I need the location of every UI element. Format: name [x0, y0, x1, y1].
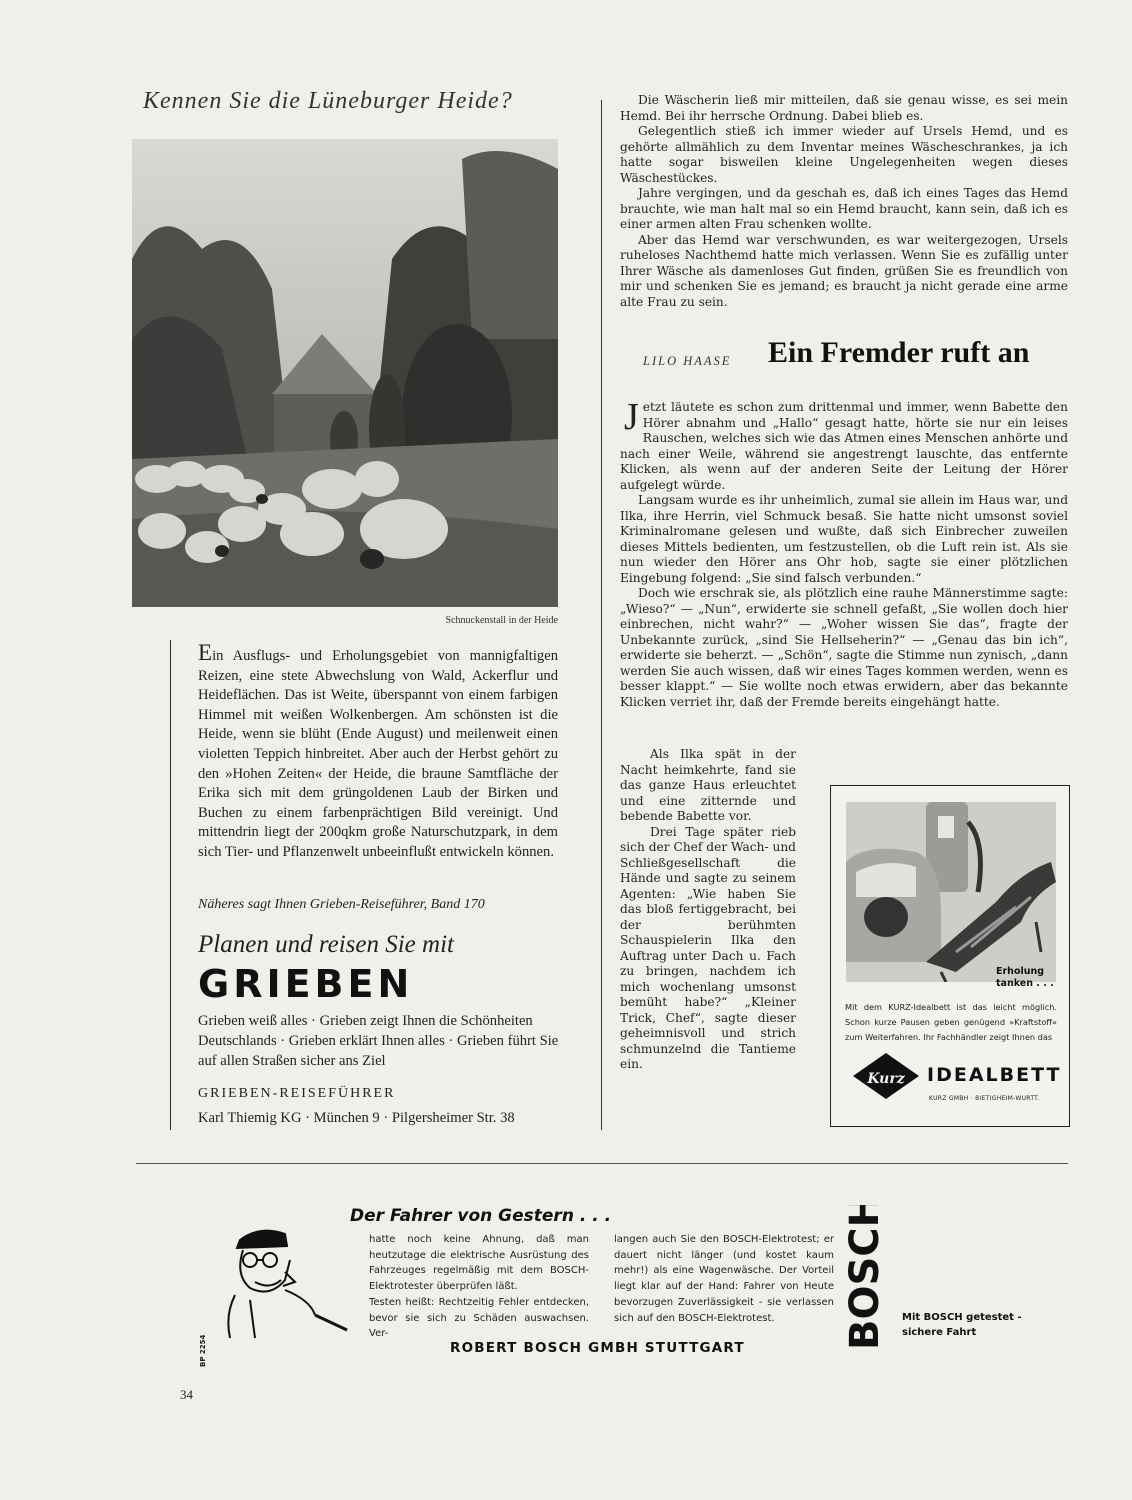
bosch-slogan: Mit BOSCH getestet - sichere Fahrt [902, 1312, 1022, 1338]
grieben-body [198, 640, 558, 863]
story-paragraph: Langsam wurde es ihr unheimlich, zumal sie allein im Haus war, und Ilka, ihre Herrin, viel Schmuck besaß. Sie hatte nicht umsonst soviel Kriminalromane gelesen und wußte, daß sich Einbrecher zuweilen dieses Mittels bedienten, um festzustellen, ob die Luft rein ist. Als sie nun wieder den Hörer ans Ohr hob, sagte sie einer plötzlichen Eingebung folgend: „Sie sind falsch verbunden.“ [620, 493, 1068, 585]
bosch-paragraph: langen auch Sie den BOSCH-Elektrotest; er dauert nicht länger (und kostet kaum mehr!) als eine Wagenwäsche. Der Vorteil liegt klar auf der Hand: Fahrer von Heute bevorzugen Zuverlässigkeit - sie verlassen sich auf den BOSCH-Elektrotest. [614, 1234, 834, 1324]
grieben-address: Karl Thiemig KG · München 9 · Pilgersheimer Str. 38 [198, 1110, 515, 1126]
bosch-paragraph: hatte noch keine Ahnung, daß man heutzutage die elektrische Ausrüstung des Fahrzeuges regelmäßig mit dem BOSCH-Elektrotester überprüfen läßt. [369, 1234, 589, 1293]
idealbett-text: Mit dem KURZ-Idealbett ist das leicht möglich. Schon kurze Pausen geben genügend »Kraftstoff« zum Weiterfahren. Ihr Fachhändler zeigt Ihnen das [845, 1002, 1057, 1042]
story-initial: J [624, 396, 639, 438]
idealbett-tagline: Erholung tanken . . . [996, 966, 1054, 989]
page-number: 34 [180, 1387, 193, 1402]
driver-cartoon-icon [215, 1220, 355, 1340]
column-divider [601, 100, 602, 1130]
grieben-slogan: Planen und reisen Sie mit [198, 931, 454, 958]
idealbett-ad [830, 785, 1070, 1127]
bosch-code-text: BP 2254 [199, 1334, 207, 1367]
grieben-series: GRIEBEN-REISEFÜHRER [198, 1086, 396, 1101]
grieben-initial: E [198, 640, 213, 665]
car-and-lounger-illustration [846, 802, 1056, 982]
story-narrow-column [620, 747, 796, 1073]
bosch-headline: Der Fahrer von Gestern . . . [350, 1206, 612, 1226]
story-top-paragraph: Die Wäscherin ließ mir mitteilen, daß sie genau wisse, es sei mein Hemd. Bei ihr herrsche Ordnung. Dabei blieb es. [620, 93, 1068, 123]
bosch-paragraph: Testen heißt: Rechtzeitig Fehler entdecken, bevor sie sich zu Schäden auswachsen. Ver- [369, 1296, 589, 1340]
story-paragraph: Doch wie erschrak sie, als plötzlich eine rauhe Männerstimme sagte: „Wieso?“ — „Nun“, erwiderte sie schnell gefaßt, „Sie wollen doch hier einbrechen, nicht wahr?“ — „Woher wissen Sie das“, fragte der Unbekannte zurück, „sind Sie Hellseherin?“ — „Genau das bin ich“, erwiderte sie beherzt. — „Schön“, sagte die Stimme nun zynisch, „dann werden Sie auch wissen, daß wir eines Tages kommen werden, wenn es besser klappt.“ — Sie wollte noch etwas erwidern, aber das bekannte Klicken verriet ihr, daß der Fremde bereits eingehängt hatte. [620, 586, 1068, 709]
heide-sheep-photo [132, 139, 558, 607]
story-paragraph: Als Ilka spät in der Nacht heimkehrte, fand sie das ganze Haus erleuchtet und eine zitternde und bebende Babette vor. [620, 747, 796, 823]
story-paragraph: Drei Tage später rieb sich der Chef der Wach- und Schließgesellschaft die Hände und sagte zu seinem Agenten: „Wie haben Sie das bloß fertiggebracht, bei der berühmten Schauspielerin Ilka den Auftrag unter Dach u. Fach zu bringen, nachdem ich mich wochenlang umsonst bemüht habe?“ „Kleiner Trick, Chef“, sagte dieser geheimnisvoll und strich schmunzelnd die Tantieme ein. [620, 824, 796, 1071]
story-top-paragraph: Gelegentlich stieß ich immer wieder auf Ursels Hemd, und es gehörte allmählich zu dem Inventar meines Wäscheschrankes, ja ich hatte sogar bisweilen kleine Ungelegenheiten wegen dieses Wäschestückes. [620, 124, 1068, 185]
idealbett-brand: IDEALBETT [927, 1064, 1062, 1086]
story-author: LILO HAASE [643, 354, 732, 368]
bosch-ad-rule [136, 1163, 1068, 1164]
grieben-logo: GRIEBEN [198, 962, 414, 1006]
story-top-paragraph: Jahre vergingen, und da geschah es, daß ich eines Tages das Hemd brauchte, wie man halt mal so ein Hemd braucht, kann sein, daß ich es einer armen alten Frau schenken wollte. [620, 186, 1068, 231]
story-paragraph [620, 396, 1068, 493]
left-rule [170, 640, 171, 1130]
bosch-logo [830, 1205, 896, 1355]
story-paragraph-text: etzt läutete es schon zum drittenmal und immer, wenn Babette den Hörer abnahm und „Hallo“ gesagt hatte, hörte sie nur ein leises Rauschen, welches sich wie das Atmen eines Menschen anhörte und nach einer Weile, während sie angestrengt lauschte, das entfernte Klicken, als wenn auf der anderen Seite der Leitung der Hörer aufgelegt würde. [620, 400, 1068, 492]
bosch-logo-text: BOSCH [842, 1205, 888, 1350]
story-top-paragraph: Aber das Hemd war verschwunden, es war weitergezogen, Ursels ruheloses Nachthemd hatte mich verlassen. Wenn Sie es zufällig unter Ihrer Wäsche als damenloses Gut finden, grüßen Sie es freundlich von mir und schenken Sie es jemand; es braucht ja nicht gerade eine arme alte Frau zu sein. [620, 232, 1068, 309]
story-continuation [620, 93, 1068, 310]
bosch-text-col2 [614, 1232, 834, 1326]
story-body [620, 396, 1068, 710]
bosch-text-col1 [369, 1232, 589, 1342]
grieben-claim: Grieben weiß alles · Grieben zeigt Ihnen die Schönheiten Deutschlands · Grieben erklärt Ihnen alles · Grieben führt Sie auf allen Straßen sicher ans Ziel [198, 1013, 559, 1069]
grieben-body-text: in Ausflugs- und Erholungsgebiet von mannigfaltigen Reizen, eine stete Abwechslung von Wald, Ackerflur und Heideflächen. Das ist Weite, überspannt von einem farbigen Himmel mit weißen Wolkenbergen. Am schönsten ist die Heide, wenn sie blüht (Ende August) und meilenweit einen violetten Teppich hinbreitet. Aber auch der Herbst gehört zu den »Hohen Zeiten« der Heide, die braune Samtfläche der Erika sich mit dem grüngoldenen Laub der Birken und Buchen zu einem farbenprächtigen Bild vereinigt. Und mittendrin liegt der 200qkm große Naturschutzpark, in dem sich Tier- und Pflanzenwelt unbeeinflußt entwickeln können. [198, 648, 558, 860]
bosch-company: ROBERT BOSCH GMBH STUTTGART [450, 1340, 745, 1356]
bosch-ad-code [196, 1323, 208, 1369]
story-title: Ein Fremder ruft an [768, 336, 1030, 369]
grieben-heading: Kennen Sie die Lüneburger Heide? [143, 88, 513, 114]
photo-caption: Schnuckenstall in der Heide [445, 615, 558, 626]
idealbett-maker: KURZ GMBH · BIETIGHEIM-WURTT. [929, 1095, 1040, 1102]
grieben-more-info: Näheres sagt Ihnen Grieben-Reiseführer, Band 170 [198, 897, 485, 912]
kurz-logo-text: Kurz [867, 1071, 905, 1087]
kurz-logo [851, 1051, 921, 1101]
